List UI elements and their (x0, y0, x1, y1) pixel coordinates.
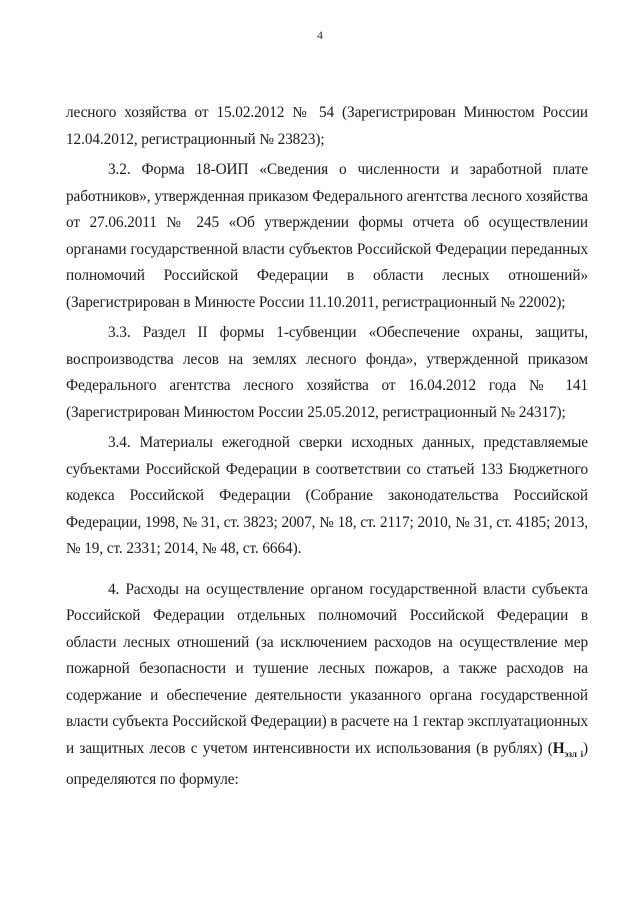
paragraph-4-text-end: ) определяются по формуле: (66, 739, 588, 789)
paragraph-continuation: лесного хозяйства от 15.02.2012 № 54 (Зарегистрирован Минюстом России 12.04.2012, регистрационный № 23823); (66, 104, 588, 148)
page-number: 4 (317, 28, 323, 42)
document-body (66, 100, 588, 794)
formula-symbol-subscript: эзл i (564, 748, 583, 759)
formula-symbol (553, 740, 583, 757)
paragraph-3-4: 3.4. Материалы ежегодной сверки исходных данных, представляемые субъектами Российской Федерации в соответствии со статьей 133 Бюджетного кодекса Российской Федерации (Собрание законодательства Российской Федерации, 1998, № 31, ст. 3823; 2007, № 18, ст. 2117; 2010, № 31, ст. 4185; 2013, № 19, ст. 2331; 2014, № 48, ст. 6664). (66, 434, 588, 557)
paragraph-3-3: 3.3. Раздел II формы 1-субвенции «Обеспечение охраны, защиты, воспроизводства лесов на землях лесного фонда», утвержденной приказом Федерального агентства лесного хозяйства от 16.04.2012 года № 141 (Зарегистрирован Минюстом России 25.05.2012, регистрационный № 24317); (66, 324, 588, 421)
paragraph-3-2: 3.2. Форма 18-ОИП «Сведения о численности и заработной плате работников», утвержденная приказом Федерального агентства лесного хозяйства от 27.06.2011 № 245 «Об утверждении формы отчета об осуществлении органами государственной власти субъектов Российской Федерации переданных полномочий Российской Федерации в области лесных отношений» (Зарегистрирован в Минюсте России 11.10.2011, регистрационный № 22002); (66, 161, 588, 311)
paragraph-4-text: 4. Расходы на осуществление органом государственной власти субъекта Российской Федерации отдельных полномочий Российской Федерации в области лесных отношений (за исключением расходов на осуществление мер пожарной безопасности и тушение лесных пожаров, а также расходов на содержание и обеспечение деятельности указанного органа государственной власти субъекта Российской Федерации) в расчете на 1 гектар эксплуатационных и защитных лесов с учетом интенсивности их использования (в рублях) ( (66, 580, 588, 757)
paragraph-4 (66, 577, 588, 794)
formula-symbol-main: Н (552, 739, 565, 757)
